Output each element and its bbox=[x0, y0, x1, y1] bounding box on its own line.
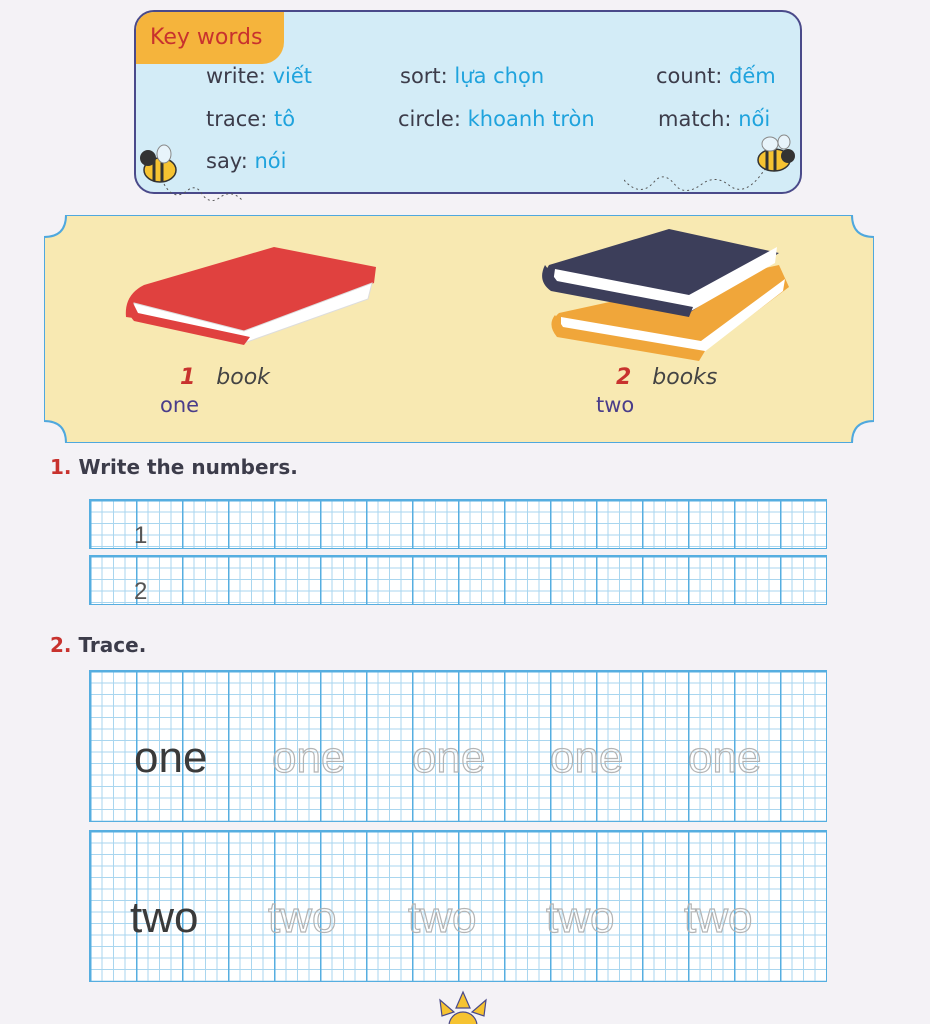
key-word-circle: circle: khoanh tròn bbox=[398, 107, 595, 131]
key-words-title: Key words bbox=[136, 12, 284, 64]
number-1: 1 bbox=[134, 522, 148, 549]
stacked-books-icon bbox=[539, 225, 799, 365]
trace-word-one-4[interactable]: one bbox=[550, 733, 624, 782]
spelled-two: two bbox=[596, 393, 635, 417]
trace-word-two-1: two bbox=[130, 893, 199, 942]
key-words-box bbox=[134, 10, 802, 194]
trace-grid-one[interactable] bbox=[89, 670, 827, 822]
trace-word-two-5[interactable]: two bbox=[684, 893, 753, 942]
trace-word-one-5[interactable]: one bbox=[688, 733, 762, 782]
key-word-say: say: nói bbox=[206, 149, 287, 173]
key-word-trace: trace: tô bbox=[206, 107, 296, 131]
sun-icon bbox=[430, 990, 496, 1024]
number-2: 2 bbox=[134, 578, 148, 605]
trace-word-one-1: one bbox=[134, 733, 208, 782]
bee-left-icon bbox=[134, 140, 254, 206]
trace-grid-two[interactable] bbox=[89, 830, 827, 982]
trace-word-one-2[interactable]: one bbox=[272, 733, 346, 782]
trace-word-two-4[interactable]: two bbox=[546, 893, 615, 942]
key-word-sort: sort: lựa chọn bbox=[400, 64, 545, 88]
books-banner bbox=[44, 215, 874, 443]
spelled-one: one bbox=[160, 393, 200, 417]
red-book-icon bbox=[124, 245, 384, 345]
caption-one-book: 1 book bbox=[180, 365, 270, 390]
writing-grid-row-2[interactable] bbox=[89, 555, 827, 605]
key-word-match: match: nối bbox=[658, 107, 771, 131]
exercise-1-heading: 1. Write the numbers. bbox=[50, 455, 298, 479]
trace-word-one-3[interactable]: one bbox=[412, 733, 486, 782]
bee-right-icon bbox=[624, 130, 804, 200]
caption-two-books: 2 books bbox=[616, 365, 718, 390]
key-word-count: count: đếm bbox=[656, 64, 776, 88]
exercise-2-heading: 2. Trace. bbox=[50, 633, 147, 657]
writing-grid-row-1[interactable] bbox=[89, 499, 827, 549]
trace-word-two-3[interactable]: two bbox=[408, 893, 477, 942]
trace-word-two-2[interactable]: two bbox=[268, 893, 337, 942]
key-word-write: write: viết bbox=[206, 64, 312, 88]
